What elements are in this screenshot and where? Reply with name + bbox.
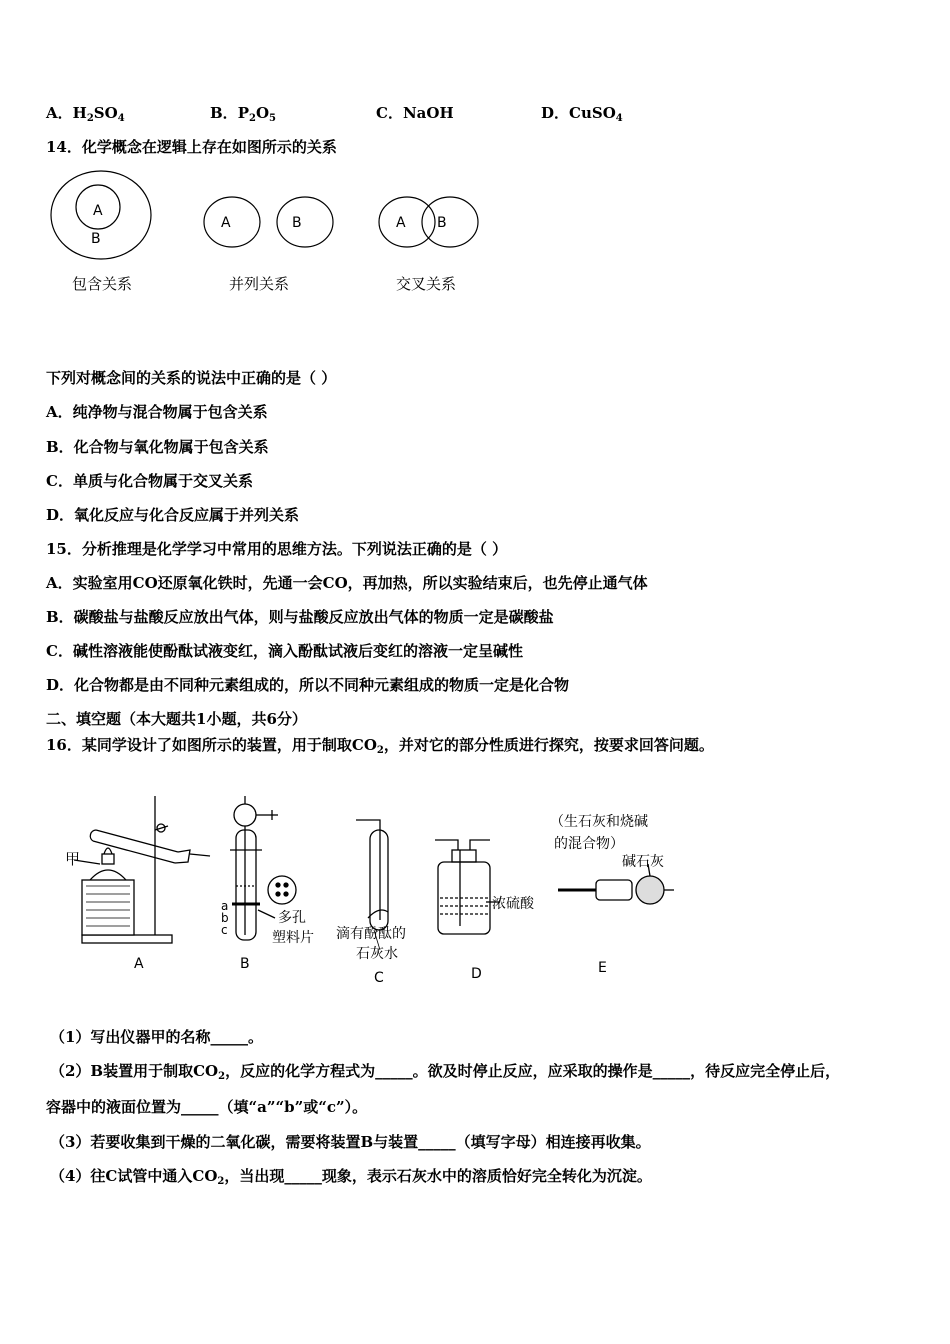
contain-label-b: B bbox=[91, 231, 101, 247]
q13-option-c: C．NaOH bbox=[376, 104, 454, 122]
parallel-caption: 并列关系 bbox=[229, 275, 290, 293]
q14-option-c: C．单质与化合物属于交叉关系 bbox=[46, 472, 253, 490]
q15-option-b: B．碳酸盐与盐酸反应放出气体，则与盐酸反应放出气体的物质一定是碳酸盐 bbox=[46, 608, 554, 626]
label-a: A bbox=[134, 956, 144, 972]
apparatus-figure bbox=[60, 790, 700, 990]
c-desc-2: 石灰水 bbox=[356, 946, 398, 962]
mark-c: c bbox=[221, 923, 228, 937]
parallel-label-b: B bbox=[292, 215, 302, 231]
q15-option-c: C．碱性溶液能使酚酞试液变红，滴入酚酞试液后变红的溶液一定呈碱性 bbox=[46, 642, 523, 660]
q16-part2-line2: 容器中的液面位置为_____（填“a”“b”或“c”）。 bbox=[46, 1098, 368, 1116]
q15-option-a: A．实验室用CO还原氧化铁时，先通一会CO，再加热，所以实验结束后，也先停止通气体 bbox=[46, 574, 648, 592]
e-desc-1: （生石灰和烧碱 bbox=[550, 814, 648, 830]
plate-label-1: 多孔 bbox=[278, 910, 306, 926]
q13-option-b: B．$P_2O_5$ bbox=[210, 104, 276, 124]
label-c: C bbox=[374, 970, 384, 986]
q16-part2-line1: （2）B装置用于制取$CO_2$，反应的化学方程式为_____。欲及时停止反应，应采取的操作是_____，待反应完全停止后， bbox=[50, 1062, 841, 1082]
q14-question: 下列对概念间的关系的说法中正确的是（ ） bbox=[46, 369, 337, 387]
q14-option-a: A．纯净物与混合物属于包含关系 bbox=[46, 403, 268, 421]
contain-caption: 包含关系 bbox=[72, 275, 133, 293]
stand-base bbox=[82, 935, 172, 943]
label-b: B bbox=[240, 956, 250, 972]
plate-label-2: 塑料片 bbox=[272, 930, 314, 946]
label-jia: 甲 bbox=[65, 850, 81, 868]
q16-part1: （1）写出仪器甲的名称_____。 bbox=[50, 1028, 263, 1046]
e-desc-2: 的混合物） bbox=[554, 836, 624, 852]
q13-option-a: A．$H_2SO_4$ bbox=[46, 104, 125, 124]
q15-option-d: D．化合物都是由不同种元素组成的，所以不同种元素组成的物质一定是化合物 bbox=[46, 676, 570, 694]
q14-option-b: B．化合物与氧化物属于包含关系 bbox=[46, 438, 269, 456]
cross-circle-b bbox=[422, 197, 478, 247]
cross-label-b: B bbox=[437, 215, 447, 231]
mark-b: b bbox=[221, 911, 229, 925]
q15-stem: 15．分析推理是化学学习中常用的思维方法。下列说法正确的是（ ） bbox=[46, 540, 508, 558]
contain-label-a: A bbox=[93, 203, 103, 219]
q14-stem: 14．化学概念在逻辑上存在如图所示的关系 bbox=[46, 138, 337, 156]
q16-stem: 16．某同学设计了如图所示的装置，用于制取$CO_2$，并对它的部分性质进行探究，按要求回答问题。 bbox=[46, 736, 714, 756]
d-desc: 浓硫酸 bbox=[492, 896, 534, 912]
cross-label-a: A bbox=[396, 215, 406, 231]
q14-option-d: D．氧化反应与化合反应属于并列关系 bbox=[46, 506, 300, 524]
parallel-label-a: A bbox=[221, 215, 231, 231]
c-desc-1: 滴有酚酞的 bbox=[336, 926, 406, 942]
q16-part4: （4）往C试管中通入$CO_2$，当出现_____现象，表示石灰水中的溶质恰好完全转化为沉淀。 bbox=[50, 1167, 652, 1187]
section-heading: 二、填空题（本大题共1小题，共6分） bbox=[46, 710, 307, 728]
label-e: E bbox=[598, 960, 607, 976]
parallel-circle-b bbox=[277, 197, 333, 247]
e-desc-3: 碱石灰 bbox=[622, 854, 664, 870]
mark-a: a bbox=[221, 899, 229, 913]
wood-block bbox=[82, 880, 134, 935]
cross-circle-a bbox=[379, 197, 435, 247]
q13-option-d: D．CuSO$_4$ bbox=[541, 104, 623, 124]
q16-part3: （3）若要收集到干燥的二氧化碳，需要将装置B与装置_____（填写字母）相连接再收集。 bbox=[50, 1133, 651, 1151]
cross-caption: 交叉关系 bbox=[396, 275, 457, 293]
concept-relation-diagram bbox=[40, 165, 500, 305]
label-d: D bbox=[471, 966, 482, 982]
parallel-circle-a bbox=[204, 197, 260, 247]
